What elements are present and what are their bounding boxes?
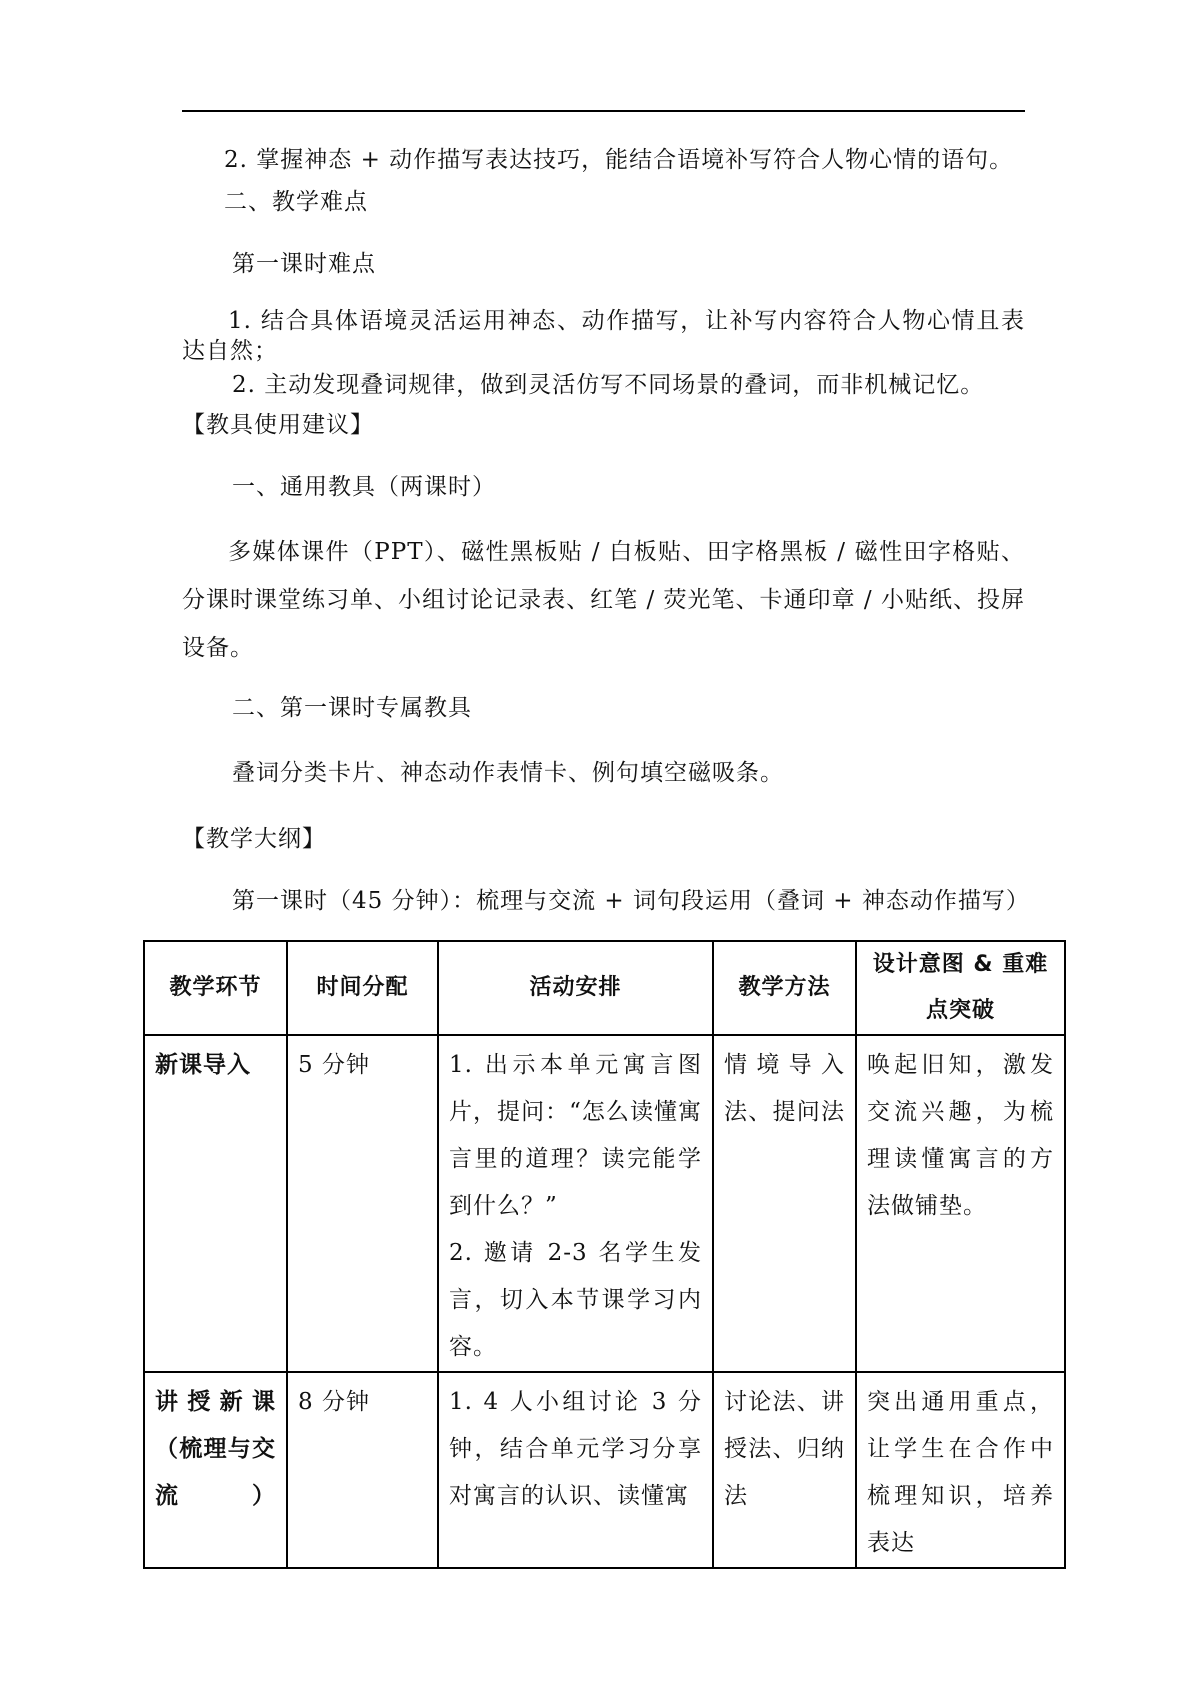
tools-lesson1-heading: 二、第一课时专属教具: [232, 695, 472, 721]
activity-cell: 1. 出示本单元寓言图片，提问：“怎么读懂寓言里的道理？读完能学到什么？” 2. 邀请 2-3 名学生发言，切入本节课学习内容。: [438, 1035, 713, 1372]
intent-cell: 突出通用重点，让学生在合作中梳理知识，培养表达: [856, 1372, 1065, 1568]
outline-lesson1-title: 第一课时（45 分钟）：梳理与交流 + 词句段运用（叠词 + 神态动作描写）: [232, 888, 1030, 914]
table-row: [144, 1035, 1065, 1372]
intent-cell: 唤起旧知，激发交流兴趣，为梳理读懂寓言的方法做铺垫。: [856, 1035, 1065, 1372]
lesson-plan-table: [143, 940, 1066, 1569]
header-intent: 设计意图 & 重难点突破: [856, 941, 1065, 1035]
outline-heading: 【教学大纲】: [182, 826, 326, 852]
table-header-row: [144, 941, 1065, 1035]
difficulties-lesson1-heading: 第一课时难点: [232, 251, 376, 277]
difficulty-item-1: 1. 结合具体语境灵活运用神态、动作描写，让补写内容符合人物心情且表达自然；: [182, 308, 1025, 364]
tools-general-heading: 一、通用教具（两课时）: [232, 474, 496, 500]
table-row: [144, 1372, 1065, 1568]
difficulties-heading: 二、教学难点: [224, 189, 368, 215]
tools-general-text: 多媒体课件（PPT）、磁性黑板贴 / 白板贴、田字格黑板 / 磁性田字格贴、分课时课堂练习单、小组讨论记录表、红笔 / 荧光笔、卡通印章 / 小贴纸、投屏设备。: [182, 539, 1025, 661]
header-time: 时间分配: [287, 941, 438, 1035]
header-rule: [182, 110, 1025, 112]
header-activity: 活动安排: [438, 941, 713, 1035]
tools-lesson1-text: 叠词分类卡片、神态动作表情卡、例句填空磁吸条。: [232, 760, 784, 786]
goal-item-2: 2. 掌握神态 + 动作描写表达技巧，能结合语境补写符合人物心情的语句。: [224, 147, 1014, 173]
tools-heading: 【教具使用建议】: [182, 412, 374, 438]
difficulty-item-2: 2. 主动发现叠词规律，做到灵活仿写不同场景的叠词，而非机械记忆。: [232, 372, 985, 398]
time-cell: 5 分钟: [287, 1035, 438, 1372]
stage-cell: 讲授新课（梳理与交流）: [144, 1372, 287, 1568]
header-stage: 教学环节: [144, 941, 287, 1035]
header-method: 教学方法: [713, 941, 856, 1035]
time-cell: 8 分钟: [287, 1372, 438, 1568]
method-cell: 讨论法、讲授法、归纳法: [713, 1372, 856, 1568]
stage-cell: 新课导入: [144, 1035, 287, 1372]
activity-cell: 1. 4 人小组讨论 3 分钟，结合单元学习分享对寓言的认识、读懂寓: [438, 1372, 713, 1568]
method-cell: 情境导入法、提问法: [713, 1035, 856, 1372]
